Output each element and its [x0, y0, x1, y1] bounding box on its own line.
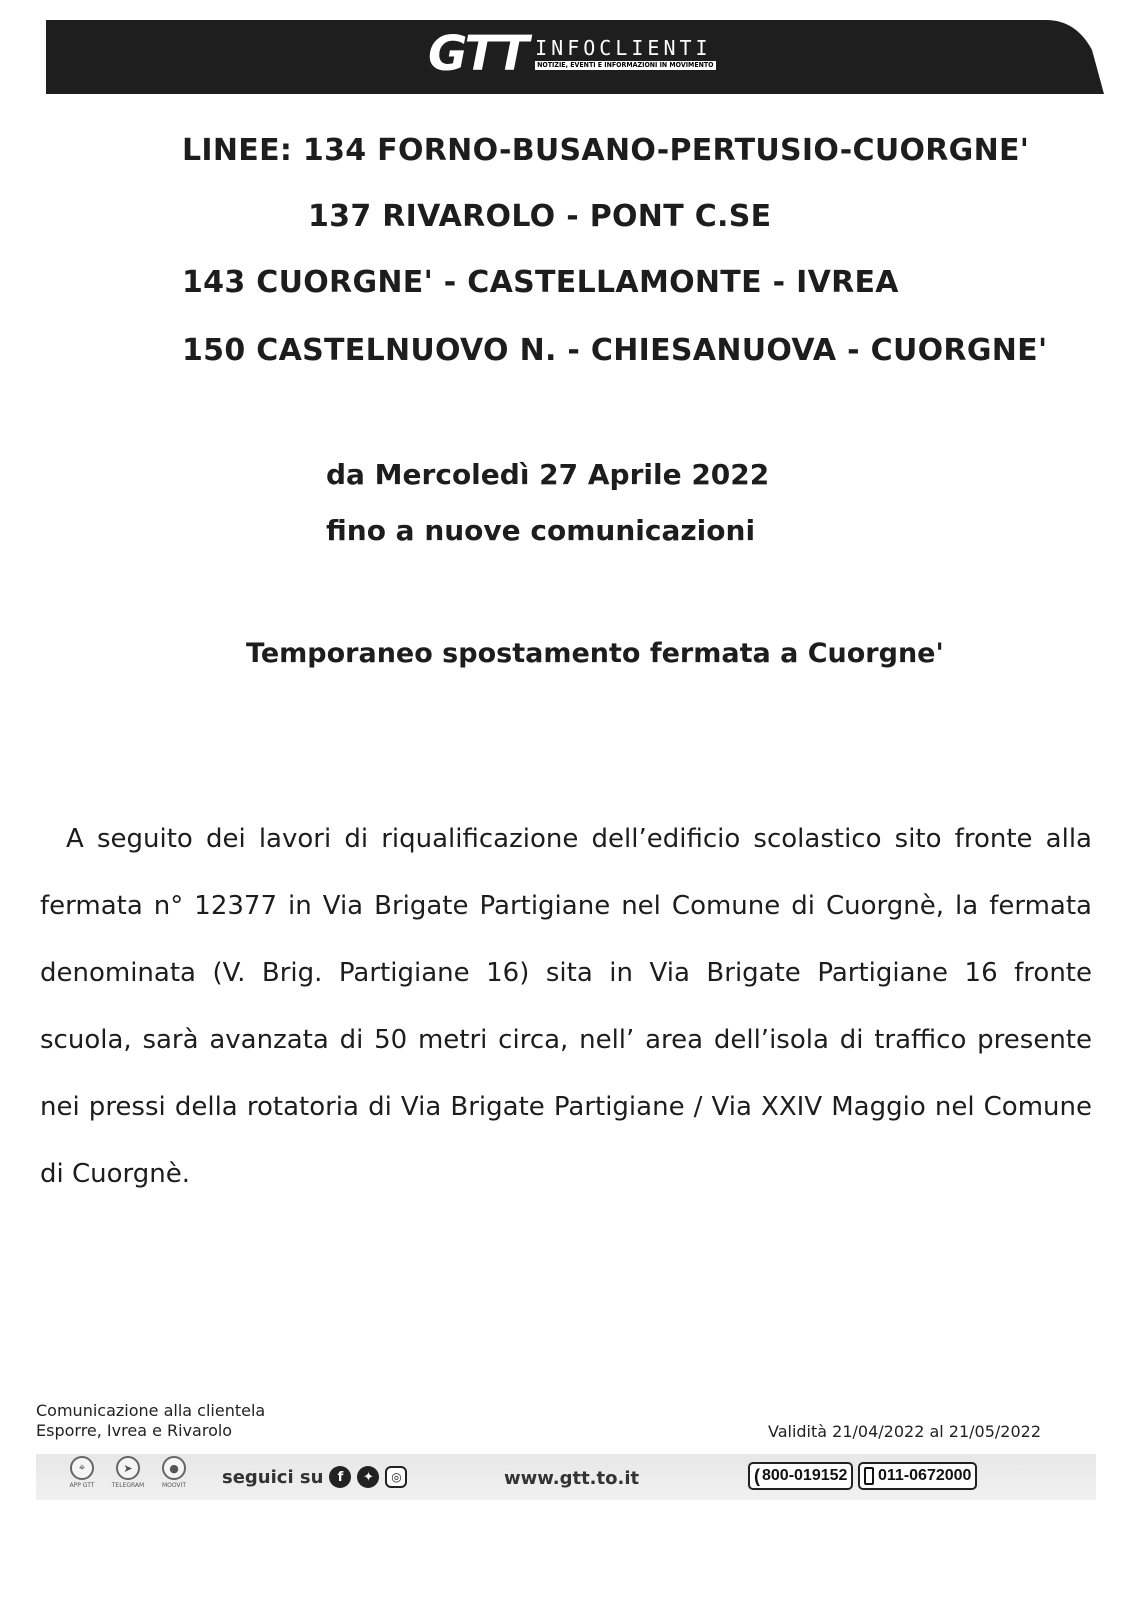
instagram-icon[interactable]: ◎ — [385, 1466, 407, 1488]
moovit-icon: ● — [162, 1456, 186, 1480]
follow-us — [222, 1466, 407, 1488]
line-heading-4: 150 CASTELNUOVO N. - CHIESANUOVA - CUORGNE' — [182, 333, 1048, 368]
infoclienti-title: INFOCLIENTI — [535, 35, 712, 60]
line-heading-2: 137 RIVAROLO - PONT C.SE — [308, 199, 772, 234]
communication-label: Comunicazione alla clientela — [36, 1401, 266, 1420]
header-tagline: NOTIZIE, EVENTI E INFORMAZIONI IN MOVIMENTO — [537, 60, 714, 69]
twitter-icon[interactable]: ✦ — [357, 1466, 379, 1488]
footer-communication — [36, 1401, 265, 1441]
telegram-icon: ➤ — [116, 1456, 140, 1480]
display-locations: Esporre, Ivrea e Rivarolo — [36, 1421, 233, 1440]
date-from: da Mercoledì 27 Aprile 2022 — [326, 458, 770, 491]
notice-body: A seguito dei lavori di riqualificazione dell’edificio scolastico sito fronte alla fermata n° 12377 in Via Brigate Partigiane nel Comune di Cuorgnè, la fermata denominata (V. Brig. Partigiane 16) sita in Via Brigate Partigiane 16 fronte scuola, sarà avanzata di 50 metri circa, nell’ area dell’isola di traffico presente nei pressi della rotatoria di Via Brigate Partigiane / Via XXIV Maggio nel Comune di Cuorgnè. — [40, 824, 1092, 1189]
app-gtt[interactable]: ⌖ APP GTT — [64, 1456, 100, 1489]
footer-bar — [36, 1454, 1096, 1500]
gtt-brand — [428, 24, 716, 84]
mobile-phone-icon — [864, 1467, 874, 1485]
app-telegram[interactable]: ➤ TELEGRAM — [110, 1456, 146, 1489]
phone-number-1: 800-019152 — [762, 1467, 848, 1484]
phone-toll-free[interactable] — [748, 1462, 853, 1490]
app-icons — [64, 1456, 192, 1489]
location-pin-icon: ⌖ — [70, 1456, 94, 1480]
date-until: fino a nuove comunicazioni — [326, 514, 756, 547]
phone-bracket-icon: ( — [754, 1465, 760, 1486]
phone-number-2: 011-0672000 — [878, 1467, 972, 1484]
app-moovit[interactable]: ● MOOVIT — [156, 1456, 192, 1489]
line-heading-1: LINEE: 134 FORNO-BUSANO-PERTUSIO-CUORGNE' — [182, 133, 1030, 168]
validity-period: Validità 21/04/2022 al 21/05/2022 — [768, 1422, 1042, 1441]
facebook-icon[interactable]: f — [329, 1466, 351, 1488]
notice-subtitle: Temporaneo spostamento fermata a Cuorgne' — [246, 638, 944, 669]
follow-label: seguici su — [222, 1466, 324, 1488]
website-link[interactable]: www.gtt.to.it — [504, 1468, 640, 1489]
phone-mobile[interactable] — [858, 1462, 977, 1490]
gtt-logo: GTT — [428, 26, 528, 82]
line-heading-3: 143 CUORGNE' - CASTELLAMONTE - IVREA — [182, 265, 899, 300]
